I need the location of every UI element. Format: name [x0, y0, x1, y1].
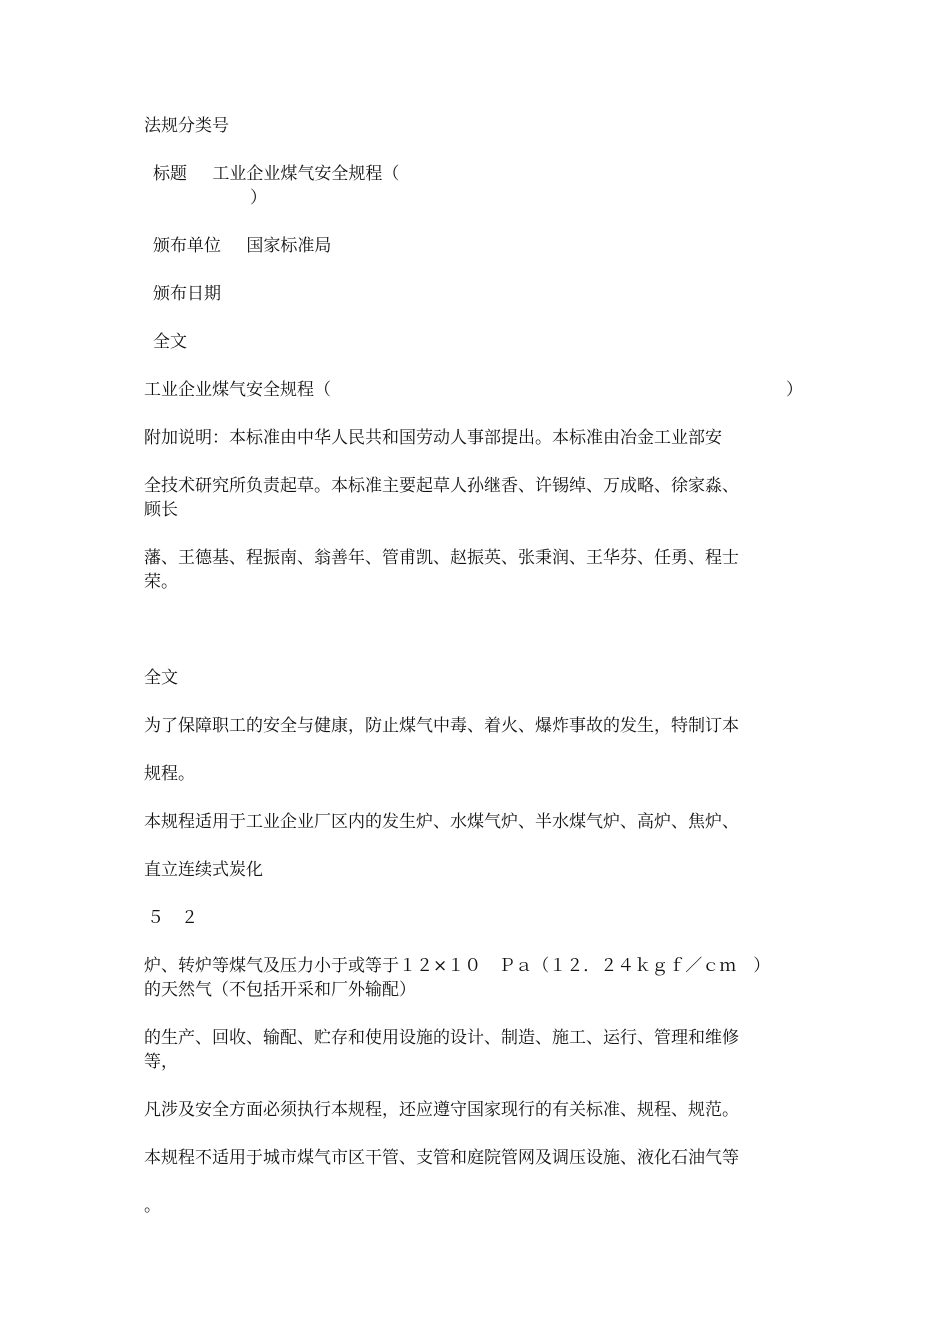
para-2f: 等， [144, 1052, 178, 1072]
para-1b: 规程。 [144, 764, 195, 784]
para-3a: 本规程不适用于城市煤气市区干管、支管和庭院管网及调压设施、液化石油气等 [144, 1148, 739, 1168]
title-value: 工业企业煤气安全规程（ [212, 164, 400, 184]
para-2a: 本规程适用于工业企业厂区内的发生炉、水煤气炉、半水煤气炉、高炉、焦炉、 [144, 812, 739, 832]
title-label: 标题 [153, 164, 187, 184]
note-line-2a: 全技术研究所负责起草。本标准主要起草人孙继香、许锡绰、万成略、徐家淼、 [144, 476, 739, 496]
issuer-row [153, 234, 331, 258]
para-2b: 直立连续式炭化 [144, 860, 263, 880]
date-label: 颁布日期 [153, 284, 221, 304]
note-line-2b: 顾长 [144, 500, 178, 520]
doc-title-close: ） [786, 380, 803, 400]
note-line-1: 附加说明：本标准由中华人民共和国劳动人事部提出。本标准由冶金工业部安 [144, 428, 722, 448]
issuer-value: 国家标准局 [246, 236, 332, 256]
title-close-paren: ） [250, 188, 267, 208]
title-row [153, 162, 399, 186]
note-line-3b: 荣。 [144, 572, 178, 592]
doc-title-open: 工业企业煤气安全规程（ [144, 380, 331, 400]
category-label: 法规分类号 [144, 116, 229, 136]
para-2d: 的天然气（不包括开采和厂外输配） [144, 980, 416, 1000]
para-2e: 的生产、回收、输配、贮存和使用设施的设计、制造、施工、运行、管理和维修 [144, 1028, 739, 1048]
issuer-label: 颁布单位 [153, 236, 221, 256]
fulltext-heading: 全文 [144, 668, 178, 688]
note-line-3a: 藩、王德基、程振南、翁善年、管甫凯、赵振英、张秉润、王华芬、任勇、程士 [144, 548, 739, 568]
para-3b: 。 [144, 1196, 161, 1216]
para-2c: 炉、转炉等煤气及压力小于或等于１２×１０ Ｐａ（１２．２４ｋｇｆ／ｃｍ ） [144, 956, 771, 976]
superscript-line: ５ ２ [147, 908, 198, 928]
para-2g: 凡涉及安全方面必须执行本规程，还应遵守国家现行的有关标准、规程、规范。 [144, 1100, 739, 1120]
fulltext-label: 全文 [153, 332, 187, 352]
para-1a: 为了保障职工的安全与健康，防止煤气中毒、着火、爆炸事故的发生，特制订本 [144, 716, 739, 736]
